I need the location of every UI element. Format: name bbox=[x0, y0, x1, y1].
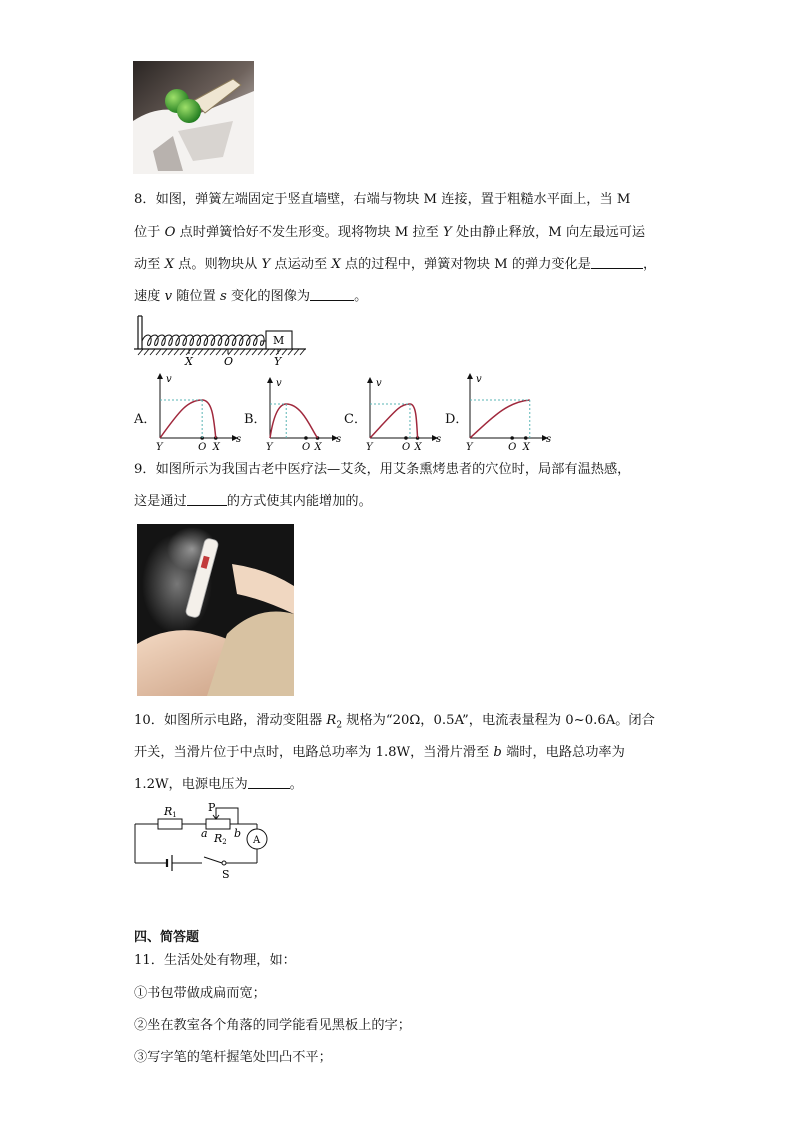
q9-line1: 9．如图所示为我国古老中医疗法—艾灸，用艾条熏烤患者的穴位时，局部有温热感， bbox=[134, 462, 631, 477]
q8-line2: 位于 O 点时弹簧恰好不发生形变。现将物块 M 拉至 Y 处由静止释放，M 向左最远可运 bbox=[134, 225, 646, 240]
tick-y: Y bbox=[266, 442, 273, 452]
label-switch: S bbox=[222, 868, 230, 881]
q11-line: 11．生活处处有物理，如： bbox=[134, 953, 296, 968]
s-axis-label: s bbox=[436, 434, 442, 445]
s-axis-label: s bbox=[336, 434, 342, 445]
graph-c bbox=[362, 374, 444, 452]
v-axis-label: v bbox=[276, 378, 282, 389]
q9-line2: 这是通过 的方式使其内能增加的。 bbox=[134, 494, 372, 509]
point-o bbox=[304, 436, 308, 440]
tick-y: Y bbox=[366, 442, 373, 452]
label-p: P bbox=[208, 801, 216, 814]
tick-o: O bbox=[301, 442, 311, 452]
v-axis-arrow bbox=[467, 373, 473, 379]
option-a-label[interactable]: A． bbox=[134, 412, 157, 427]
graph-a bbox=[152, 370, 244, 452]
q10-line1: 10．如图所示电路，滑动变阻器 $R_2$ 规格为“20Ω，0.5A”，电流表量程为 0~0.6A。闭合 bbox=[134, 713, 655, 731]
label-y: Y bbox=[274, 355, 282, 368]
resistor-r1 bbox=[158, 819, 182, 829]
option-c-label[interactable]: C． bbox=[344, 412, 367, 427]
label-r1: R1 bbox=[164, 805, 177, 819]
section-heading: 四、简答题 bbox=[134, 930, 200, 945]
tick-y: Y bbox=[466, 442, 473, 452]
graph-b bbox=[262, 374, 344, 452]
label-x: X bbox=[185, 355, 193, 368]
s-axis-label: s bbox=[546, 434, 552, 445]
tick-x: X bbox=[414, 442, 422, 452]
graph-d bbox=[462, 370, 554, 452]
circuit-diagram bbox=[130, 800, 275, 882]
answer-blank-graph[interactable] bbox=[310, 288, 354, 301]
answer-blank-method[interactable] bbox=[187, 493, 227, 506]
v-axis-label: v bbox=[166, 374, 172, 385]
q11-item-3: ③写字笔的笔杆握笔处凹凸不平； bbox=[134, 1050, 332, 1065]
v-axis-arrow bbox=[157, 373, 163, 379]
q8-line4: 速度 v 随位置 s 变化的图像为 。 bbox=[134, 289, 368, 304]
tick-o: O bbox=[508, 442, 517, 452]
v-axis-label: v bbox=[476, 374, 482, 385]
v-axis-arrow bbox=[367, 377, 373, 383]
s-axis-label: s bbox=[236, 434, 242, 445]
option-b-label[interactable]: B． bbox=[244, 412, 267, 427]
top-photo bbox=[133, 61, 254, 174]
moxibustion-photo bbox=[137, 524, 294, 696]
label-ammeter: A bbox=[253, 835, 261, 846]
label-r2: R2 bbox=[214, 832, 227, 846]
point-x bbox=[524, 436, 528, 440]
point-o bbox=[510, 436, 514, 440]
tick-x: X bbox=[314, 442, 322, 452]
v-axis-label: v bbox=[376, 378, 382, 389]
spring-diagram bbox=[130, 314, 310, 370]
tick-x: X bbox=[212, 442, 220, 452]
tick-o: O bbox=[401, 442, 411, 452]
q10-line2: 开关，当滑片位于中点时，电路总功率为 1.8W，当滑片滑至 b 端时，电路总功率为 bbox=[134, 745, 625, 760]
q11-item-1: ①书包带做成扁而宽； bbox=[134, 986, 266, 1001]
q8-line3: 动至 X 点。则物块从 Y 点运动至 X 点的过程中，弹簧对物块 M 的弹力变化是 ， bbox=[134, 257, 657, 272]
block-label: M bbox=[273, 334, 285, 347]
label-o: O bbox=[224, 355, 234, 368]
rheostat-r2 bbox=[206, 819, 230, 829]
point-o bbox=[404, 436, 408, 440]
tick-x: X bbox=[522, 442, 530, 452]
velocity-curve bbox=[270, 404, 318, 438]
tick-y: Y bbox=[156, 442, 163, 452]
answer-blank-voltage[interactable] bbox=[248, 776, 290, 789]
q10-line3: 1.2W，电源电压为 。 bbox=[134, 777, 303, 792]
q8-line1: 8．如图，弹簧左端固定于竖直墙壁，右端与物块 M 连接，置于粗糙水平面上，当 M bbox=[134, 192, 631, 207]
tick-o: O bbox=[198, 442, 207, 452]
option-d-label[interactable]: D． bbox=[445, 412, 469, 427]
answer-blank-force[interactable] bbox=[591, 256, 643, 269]
velocity-curve bbox=[470, 400, 530, 438]
velocity-curve bbox=[160, 400, 216, 438]
label-a: a bbox=[201, 827, 208, 840]
q11-item-2: ②坐在教室各个角落的同学能看见黑板上的字； bbox=[134, 1018, 411, 1033]
label-b: b bbox=[234, 827, 242, 840]
v-axis-arrow bbox=[267, 377, 273, 383]
